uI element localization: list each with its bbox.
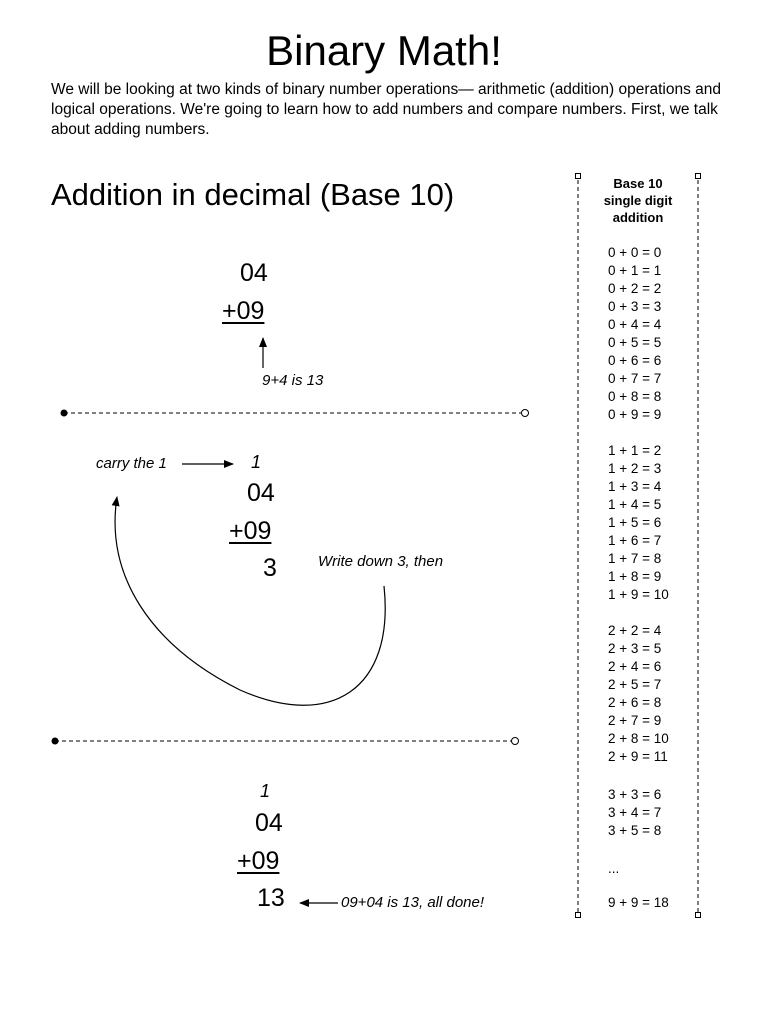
example-1-top-operand: 04 <box>240 259 268 287</box>
table-group-0 <box>608 244 698 424</box>
page-title: Binary Math! <box>266 27 502 74</box>
table-row: 0 + 2 = 2 <box>608 281 662 296</box>
table-row: 2 + 8 = 10 <box>608 731 669 746</box>
sidebar-heading-line: addition <box>612 210 664 225</box>
table-row: 0 + 4 = 4 <box>608 317 662 332</box>
table-row: 0 + 6 = 6 <box>608 353 662 368</box>
example-2-carry-digit: 1 <box>251 452 262 472</box>
table-group-5 <box>608 894 698 912</box>
example-2-bottom-operand: +09 <box>229 517 272 545</box>
table-row: 2 + 7 = 9 <box>608 713 662 728</box>
table-row: 1 + 2 = 3 <box>608 461 662 476</box>
table-row: 1 + 1 = 2 <box>608 443 662 458</box>
carry-label: carry the 1 <box>96 455 167 472</box>
table-row: 0 + 0 = 0 <box>608 245 662 260</box>
table-row: 1 + 8 = 9 <box>608 569 662 584</box>
table-row: 2 + 4 = 6 <box>608 659 662 674</box>
example-3-top-operand: 04 <box>255 809 283 837</box>
table-row: 0 + 8 = 8 <box>608 389 662 404</box>
table-row: 0 + 7 = 7 <box>608 371 662 386</box>
sidebar-heading-line: Base 10 <box>613 176 663 191</box>
table-row: 0 + 3 = 3 <box>608 299 662 314</box>
table-row: 3 + 3 = 6 <box>608 787 662 802</box>
table-row: 2 + 2 = 4 <box>608 623 662 638</box>
table-row: ... <box>608 861 620 876</box>
table-row: 3 + 5 = 8 <box>608 823 662 838</box>
table-row: 1 + 7 = 8 <box>608 551 662 566</box>
table-group-3 <box>608 786 698 840</box>
example-3-result: 13 <box>257 884 285 912</box>
table-row: 0 + 5 = 5 <box>608 335 662 350</box>
example-2-result: 3 <box>263 554 277 582</box>
example-1-bottom-operand: +09 <box>222 297 265 325</box>
example-2-top-operand: 04 <box>247 479 275 507</box>
table-group-4 <box>608 860 698 878</box>
example-3-carry-digit: 1 <box>260 781 271 801</box>
table-row: 1 + 4 = 5 <box>608 497 662 512</box>
table-row: 0 + 1 = 1 <box>608 263 662 278</box>
table-row: 9 + 9 = 18 <box>608 895 669 910</box>
table-row: 2 + 5 = 7 <box>608 677 662 692</box>
table-row: 3 + 4 = 7 <box>608 805 662 820</box>
example-1-note: 9+4 is 13 <box>262 372 324 389</box>
intro-paragraph: We will be looking at two kinds of binary number operations— arithmetic (addition) operations and logical operations. We're going to learn how to add numbers and compare numbers. First, we talk about adding numbers. <box>51 81 722 138</box>
section-title: Addition in decimal (Base 10) <box>51 177 455 212</box>
sidebar-heading-line: single digit <box>603 193 673 208</box>
table-row: 1 + 9 = 10 <box>608 587 669 602</box>
sidebar-heading <box>578 175 698 226</box>
table-row: 0 + 9 = 9 <box>608 407 662 422</box>
addition-table-sidebar <box>578 175 698 915</box>
example-2-note: Write down 3, then <box>318 553 444 570</box>
divider-2 <box>52 738 519 745</box>
table-row: 2 + 6 = 8 <box>608 695 662 710</box>
table-row: 1 + 3 = 4 <box>608 479 662 494</box>
table-row: 1 + 5 = 6 <box>608 515 662 530</box>
table-group-1 <box>608 442 698 604</box>
table-row: 2 + 3 = 5 <box>608 641 662 656</box>
table-row: 2 + 9 = 11 <box>608 749 668 764</box>
table-group-2 <box>608 622 698 766</box>
example-3-bottom-operand: +09 <box>237 847 280 875</box>
example-3-note: 09+04 is 13, all done! <box>341 894 485 911</box>
table-row: 1 + 6 = 7 <box>608 533 662 548</box>
divider-1 <box>61 410 529 417</box>
